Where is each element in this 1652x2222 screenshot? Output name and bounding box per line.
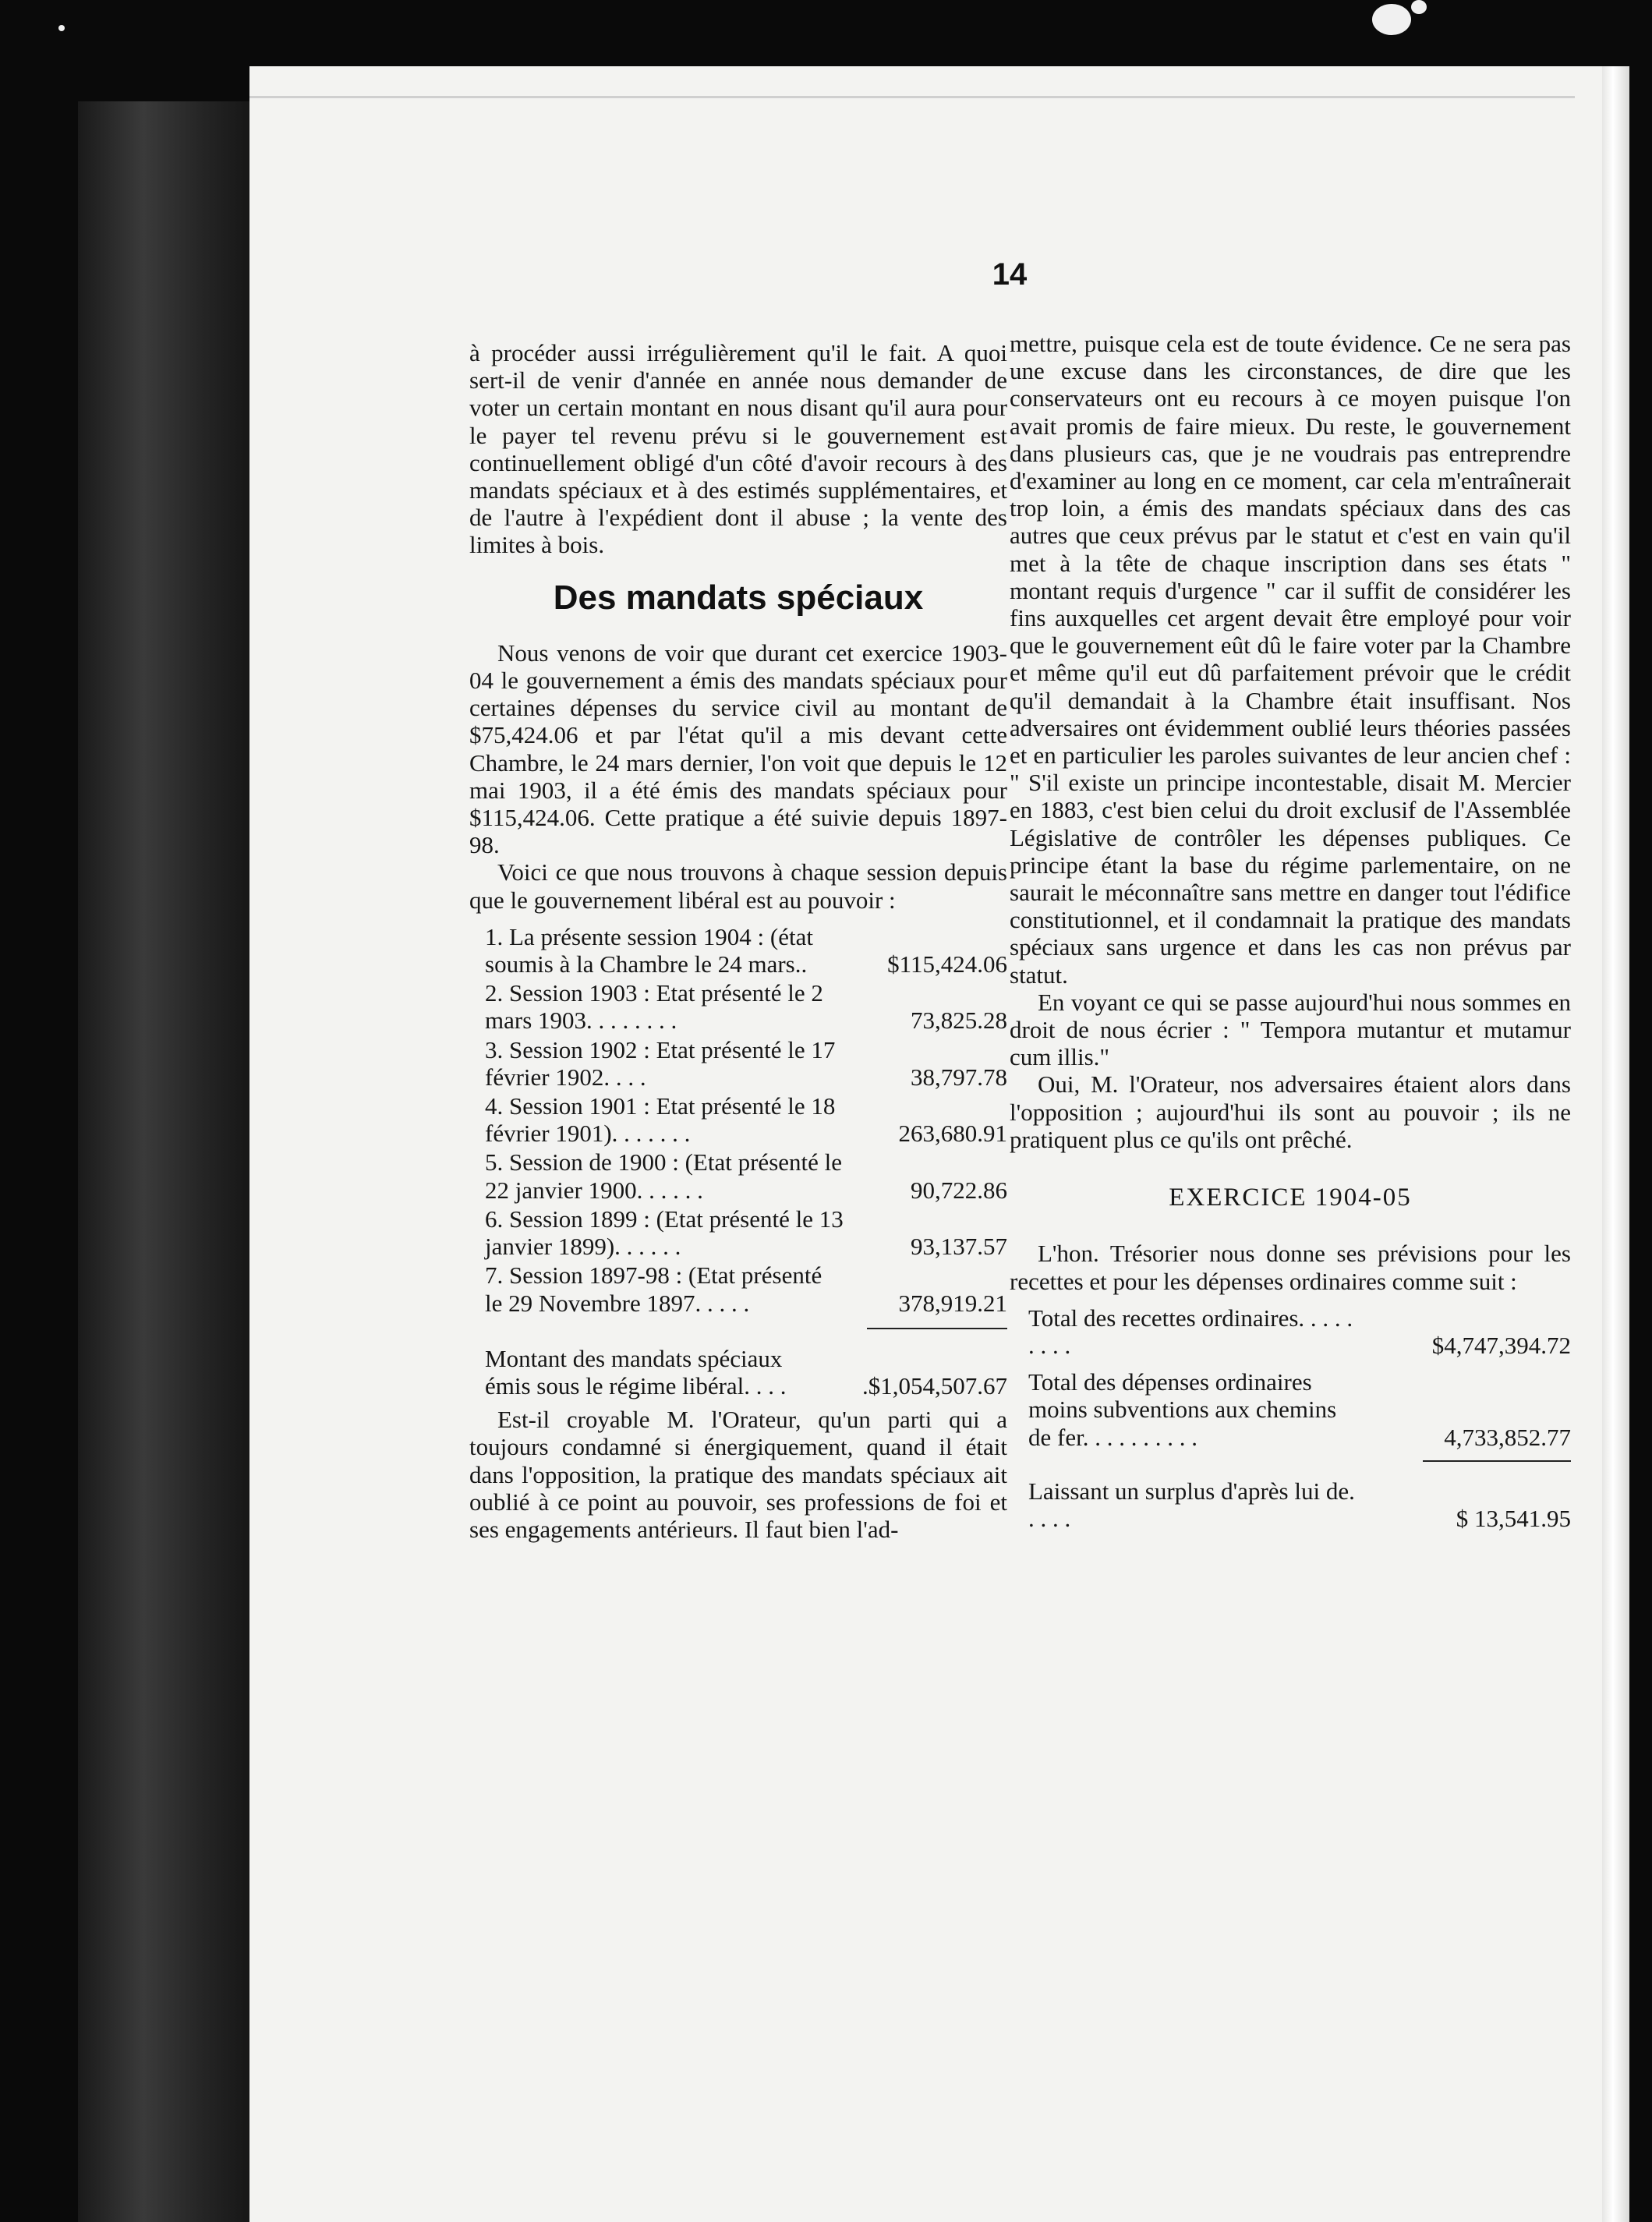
surplus-label: Laissant un surplus d'après lui de. . . . .: [1028, 1477, 1355, 1532]
budget-row: [1010, 1368, 1571, 1451]
session-label: 2. Session 1903 : Etat présenté le 2 mars 1903. . . . . . . .: [485, 979, 823, 1035]
film-speck: [1372, 4, 1411, 35]
session-entry: [469, 979, 1007, 1034]
session-amount: 378,919.21: [898, 1289, 1007, 1317]
budget-label: Total des dépenses ordinaires moins subventions aux chemins de fer. . . . . . . . . .: [1028, 1368, 1337, 1451]
paragraph: L'hon. Trésorier nous donne ses prévisions pour les recettes et pour les dépenses ordinaires comme suit :: [1010, 1240, 1571, 1295]
session-label: 6. Session 1899 : (Etat présenté le 13 janvier 1899). . . . . .: [485, 1205, 844, 1261]
paragraph: En voyant ce qui se passe aujourd'hui nous sommes en droit de nous écrier : " Tempora mutantur et mutamur cum illis.": [1010, 988, 1571, 1071]
page-top-edge: [249, 96, 1575, 98]
right-column: [1010, 330, 1571, 1541]
session-entry: [469, 1205, 1007, 1260]
session-amount: 73,825.28: [911, 1007, 1007, 1035]
session-amount: 93,137.57: [911, 1233, 1007, 1261]
surplus-amount: $ 13,541.95: [1456, 1504, 1571, 1532]
session-amount: 263,680.91: [898, 1120, 1007, 1148]
budget-row: [1010, 1304, 1571, 1359]
page-right-edge: [1602, 66, 1629, 2222]
session-entry: [469, 923, 1007, 978]
paragraph: Est-il croyable M. l'Orateur, qu'un parti qui a toujours condamné si énergiquement, quand il était dans l'opposition, la pratique des mandats spéciaux ait oublié à ce point au pouvoir, ses professions de foi et ses engagements antérieurs. Il faut bien l'ad-: [469, 1406, 1007, 1543]
session-entry: [469, 1261, 1007, 1316]
session-entry: [469, 1148, 1007, 1203]
sessions-list: [469, 923, 1007, 1317]
subsection-heading: EXERCICE 1904-05: [1169, 1184, 1412, 1212]
intro-paragraph: à procéder aussi irrégulièrement qu'il le fait. A quoi sert-il de venir d'année en année nous demander de voter un certain montant en nous disant qu'il aura pour le payer tel revenu prévu si le gouvernement est continuellement obligé d'un côté d'avoir recours à des mandats spéciaux et à des estimés supplémentaires, et de l'autre à l'expédient dont il abuse ; la vente des limites à bois.: [469, 339, 1007, 559]
session-amount: 38,797.78: [911, 1063, 1007, 1091]
session-entry: [469, 1036, 1007, 1091]
document-page: [249, 66, 1629, 2222]
book-binding: [78, 101, 265, 2222]
section-heading: Des mandats spéciaux: [553, 578, 924, 617]
session-label: 1. La présente session 1904 : (état soumis à la Chambre le 24 mars..: [485, 922, 813, 978]
paragraph: Nous venons de voir que durant cet exercice 1903-04 le gouvernement a émis des mandats spéciaux pour certaines dépenses du service civil au montant de $75,424.06 et par l'état qu'il a mis devant cette Chambre, le 24 mars dernier, l'on voit que depuis le 12 mai 1903, il a été émis des mandats spéciaux pour $115,424.06. Cette pratique a été suivie depuis 1897-98.: [469, 639, 1007, 859]
session-label: 7. Session 1897-98 : (Etat présenté le 29 Novembre 1897. . . . .: [485, 1261, 822, 1317]
session-label: 5. Session de 1900 : (Etat présenté le 22 janvier 1900. . . . . .: [485, 1148, 843, 1204]
budget-amount: 4,733,852.77: [1444, 1423, 1571, 1451]
session-label: 3. Session 1902 : Etat présenté le 17 février 1902. . . .: [485, 1035, 836, 1091]
surplus-row: [1010, 1477, 1571, 1532]
sum-rule: [867, 1328, 1007, 1329]
total-label: Montant des mandats spéciaux émis sous le régime libéral. . . .: [485, 1344, 787, 1399]
page-number: 14: [992, 257, 1028, 292]
film-speck: [58, 25, 65, 31]
paragraph: Voici ce que nous trouvons à chaque session depuis que le gouvernement libéral est au pouvoir :: [469, 858, 1007, 914]
sum-rule: [1423, 1460, 1571, 1462]
film-speck: [1411, 0, 1427, 14]
sessions-total: [469, 1345, 1007, 1399]
session-label: 4. Session 1901 : Etat présenté le 18 février 1901). . . . . . .: [485, 1092, 836, 1148]
session-entry: [469, 1092, 1007, 1147]
paragraph: Oui, M. l'Orateur, nos adversaires étaient alors dans l'opposition ; aujourd'hui ils sont au pouvoir ; ils ne pratiquent plus ce qu'ils ont prêché.: [1010, 1070, 1571, 1153]
session-amount: 90,722.86: [911, 1176, 1007, 1204]
total-amount: .$1,054,507.67: [862, 1371, 1007, 1399]
session-amount: $115,424.06: [887, 950, 1007, 978]
budget-amount: $4,747,394.72: [1431, 1331, 1571, 1359]
budget-label: Total des recettes ordinaires. . . . . . . . .: [1028, 1304, 1353, 1359]
left-column: [469, 339, 1007, 1543]
paragraph: mettre, puisque cela est de toute évidence. Ce ne sera pas une excuse dans les circonstances, de dire que les conservateurs ont eu recours à ce moyen puisque l'on avait promis de faire mieux. Du reste, le gouvernement dans plusieurs cas, que je ne voudrais pas entreprendre d'examiner au long en ce moment, car cela m'entraînerait trop loin, a émis des mandats spéciaux dans des cas autres que ceux prévus par le statut et c'est en vain qu'il met à la tête de chaque inscription dans ses états " montant requis d'urgence " car il suffit de considérer les fins auxquelles cet argent devait être employé pour voir que le gouvernement eût dû le faire voter par la Chambre et même qu'il eut dû parfaitement prévoir que le crédit qu'il demandait à la Chambre était insuffisant. Nos adversaires ont évidemment oublié leurs théories passées et en particulier les paroles suivantes de leur ancien chef : " S'il existe un principe incontestable, disait M. Mercier en 1883, c'est bien celui du droit exclusif de l'Assemblée Législative de contrôler les dépenses publiques. Ce principe étant la base du régime parlementaire, on ne saurait le méconnaître sans mettre en danger tout l'édifice constitutionnel, et il condamnait la pratique des mandats spéciaux sans urgence et dans les cas non prévus par statut.: [1010, 330, 1571, 989]
